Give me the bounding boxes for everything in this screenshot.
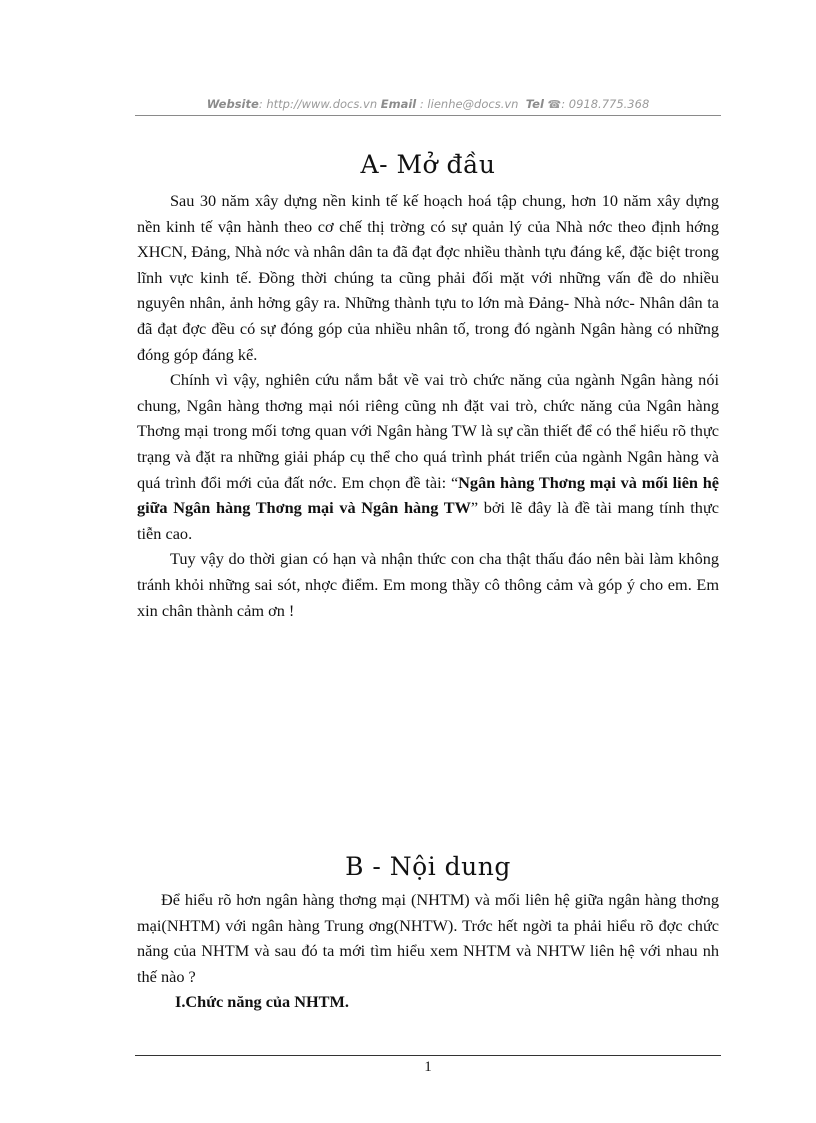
telephone-icon: ☎ — [547, 98, 562, 111]
section-a-title: A- Mở đầu — [360, 150, 496, 179]
paragraph: Để hiểu rõ hơn ngân hàng thơng mại (NHTM) và mối liên hệ giữa ngân hàng thơng mại(NHTM) với ngân hàng Trung ơng(NHTW). Trớc hết ngời ta phải hiểu rõ đợc chức năng của NHTM và sau đó ta mới tìm hiểu xem NHTM và NHTW liên hệ với nhau nh thế nào ? — [137, 890, 719, 986]
paragraph — [137, 367, 719, 546]
website-value: : http://www.docs.vn — [258, 97, 378, 111]
paragraph: Tuy vậy do thời gian có hạn và nhận thức con cha thật thấu đáo nên bài làm không tránh khỏi những sai sót, nhợc điểm. Em mong thầy cô thông cảm và góp ý cho em. Em xin chân thành cảm ơn ! — [137, 549, 719, 620]
email-label: Email — [380, 97, 417, 111]
paragraph-text: ” bởi lẽ đây là đề tài mang tính thực tiễn cao. — [137, 498, 719, 543]
paragraph-text: Chính vì vậy, nghiên cứu nắm bắt về vai trò chức năng của ngành Ngân hàng nói chung, Ngân hàng thơng mại nói riêng cũng nh đặt vai trò, chức năng của Ngân hàng Thơng mại trong mối tơng quan với Ngân hàng TW là sự cần thiết để có thể hiểu rõ thực trạng và đặt ra những giải pháp cụ thể cho quá trình phát triển của ngành Ngân hàng và quá trình đổi mới của đất nớc. Em chọn đề tài: “ — [137, 370, 719, 492]
subsection-heading: I.Chức năng của NHTM. — [175, 992, 349, 1011]
section-b-title: B - Nội dung — [345, 852, 511, 881]
tel-label: Tel — [525, 97, 544, 111]
website-label: Website — [206, 97, 259, 111]
email-value: : lienhe@docs.vn — [419, 97, 519, 111]
section-a-body — [137, 188, 719, 623]
page-number: 1 — [424, 1059, 432, 1075]
footer-divider — [135, 1055, 721, 1056]
paragraph: Sau 30 năm xây dựng nền kinh tế kế hoạch hoá tập chung, hơn 10 năm xây dựng nền kinh tế vận hành theo cơ chế thị trờng có sự quản lý của Nhà nớc theo định hớng XHCN, Đảng, Nhà nớc và nhân dân ta đã đạt đợc nhiều thành tựu đáng kể, đặc biệt trong lĩnh vực kinh tế. Đồng thời chúng ta cũng phải đối mặt với những vấn đề do nhiều nguyên nhân, ảnh hởng gây ra. Những thành tựu to lớn mà Đảng- Nhà nớc- Nhân dân ta đã đạt đợc đều có sự đóng góp của nhiều nhân tố, trong đó ngành Ngân hàng có những đóng góp đáng kể. — [137, 191, 719, 364]
tel-value: : 0918.775.368 — [561, 97, 650, 111]
page-header — [135, 95, 721, 116]
section-b-body — [137, 887, 719, 989]
topic-title-bold: Ngân hàng Thơng mại và mối liên hệ giữa Ngân hàng Thơng mại và Ngân hàng TW — [137, 472, 720, 518]
